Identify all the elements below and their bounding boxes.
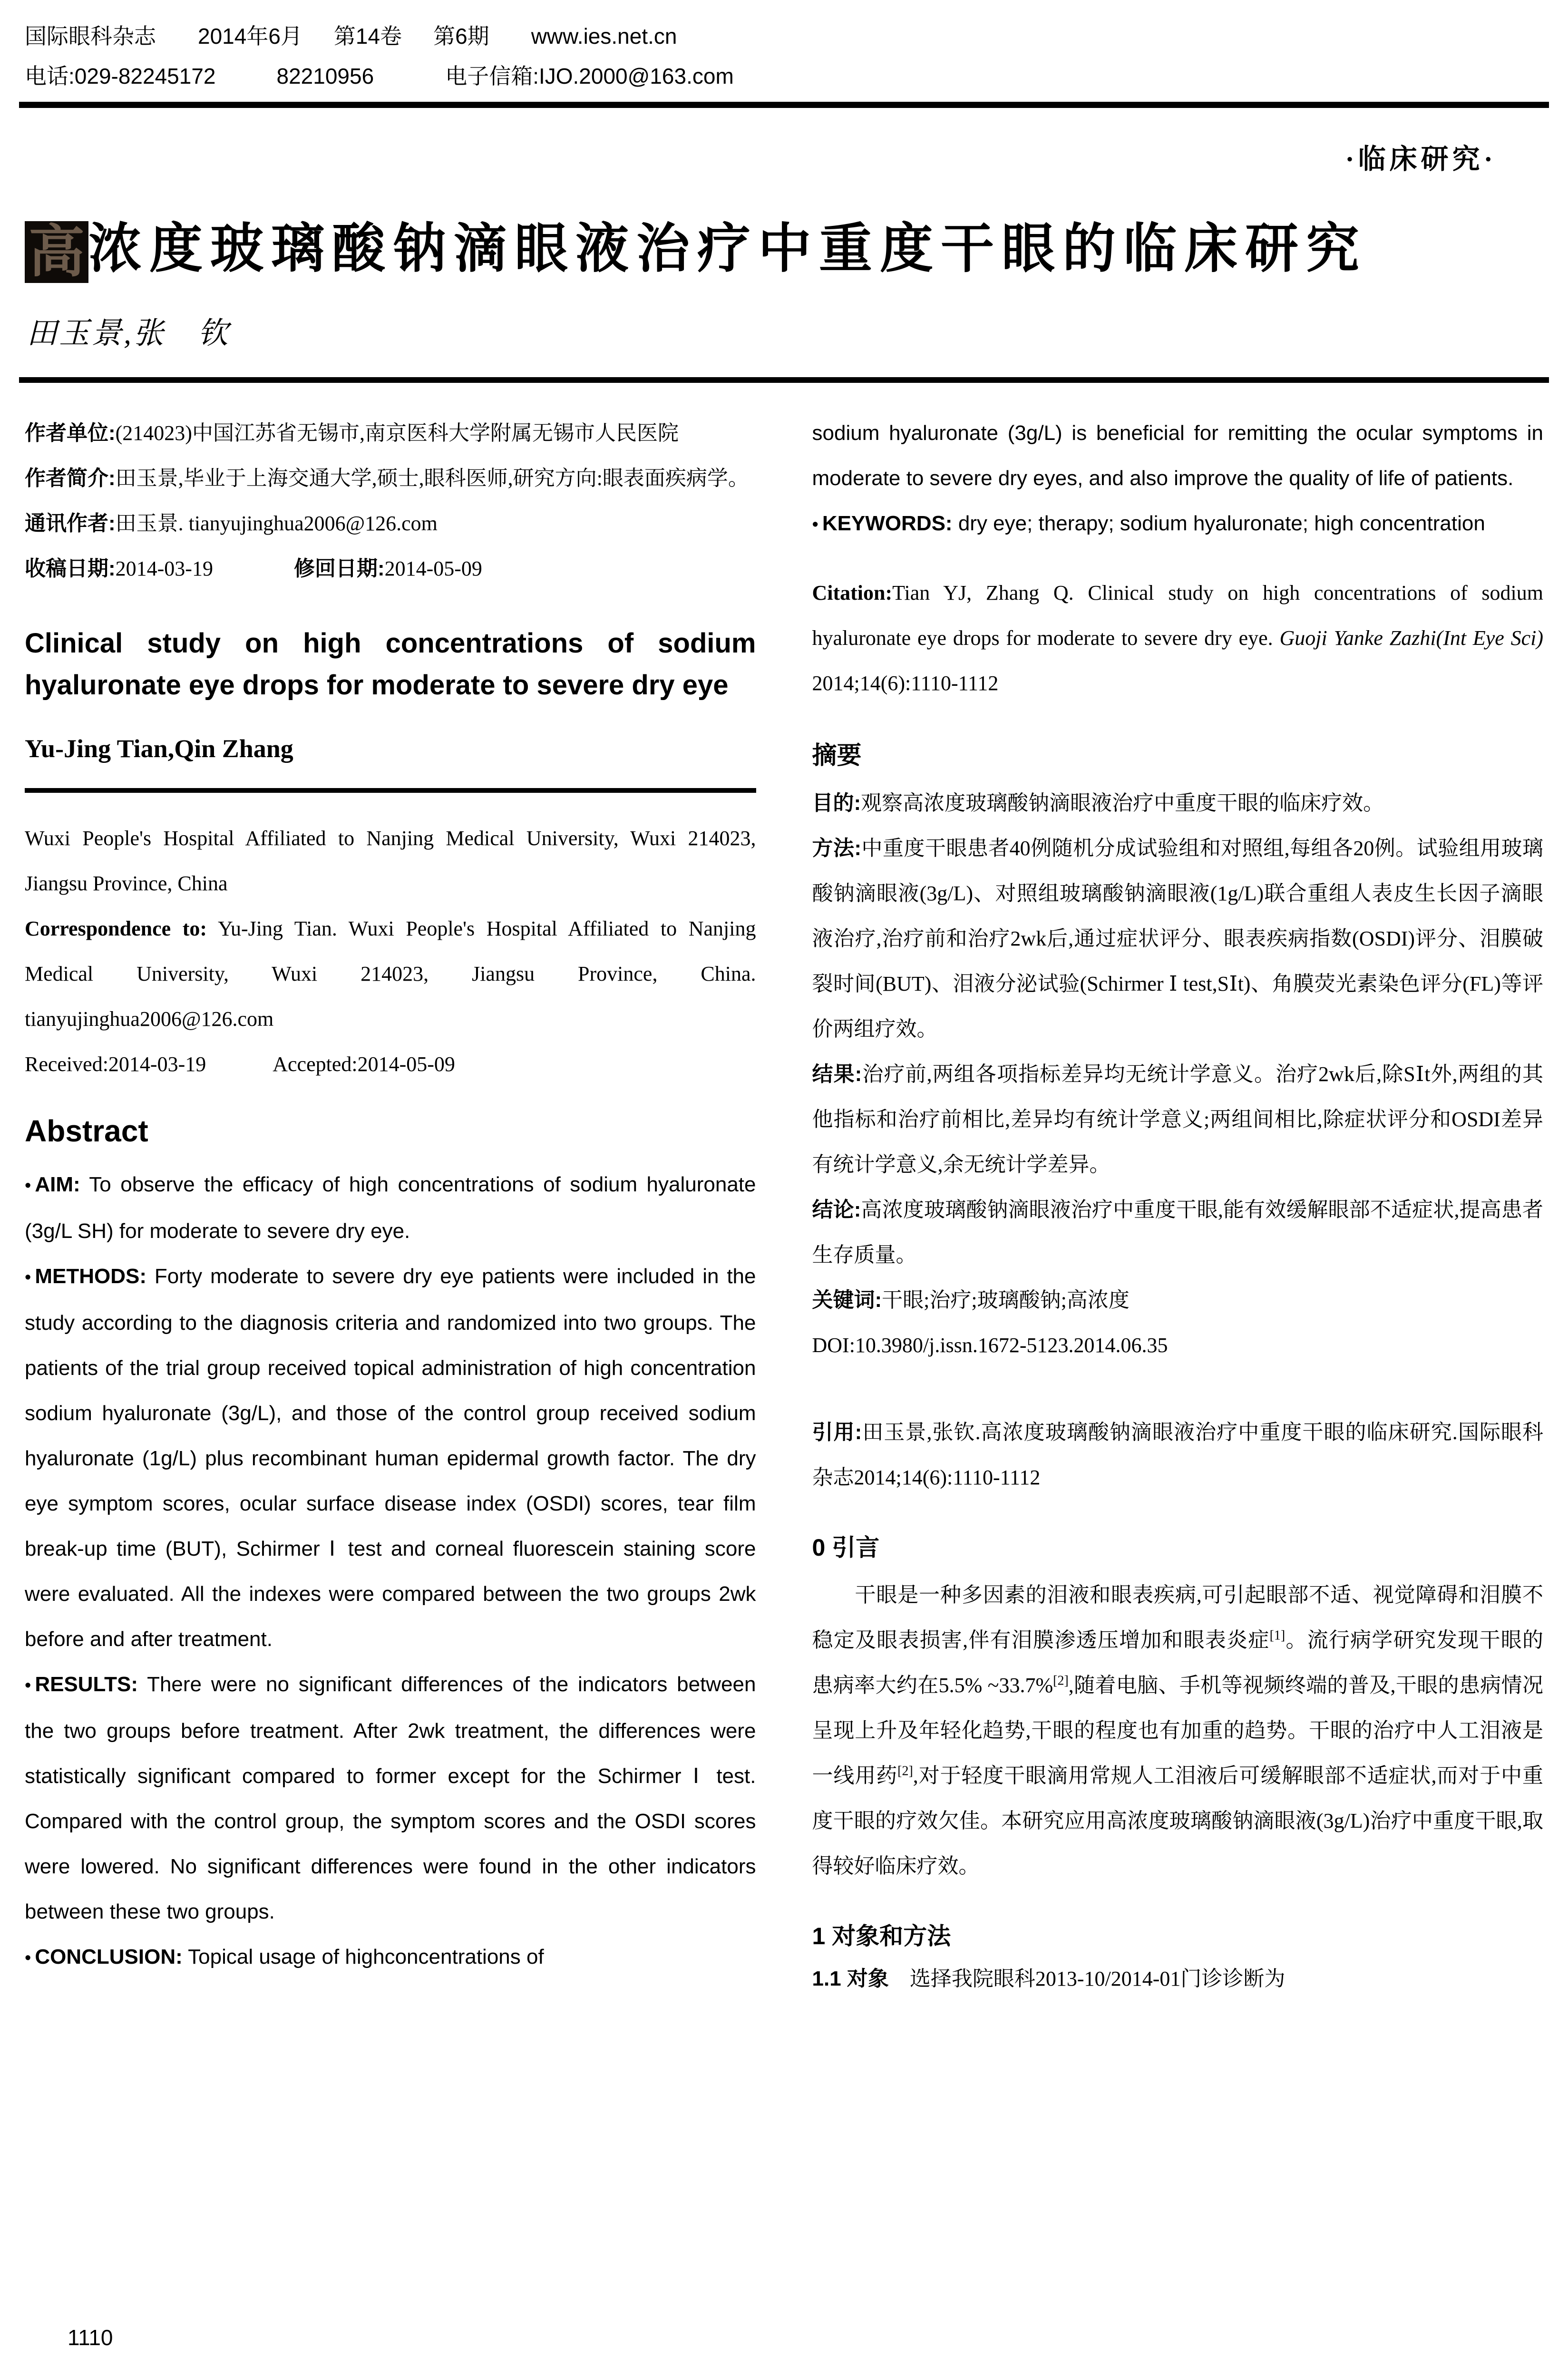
correspondence-label: Correspondence to: [25,917,207,940]
meta-label: 作者单位: [25,421,116,445]
masthead-line1 [25,16,1543,56]
author-bio-cn [25,456,756,501]
phone-number: 电话:029-82245172 [25,64,216,88]
intro-text: ,随着电脑、手机等视频终端的普及,干眼的患病情况呈现上升及年轻化趋势,干眼的程度也有加重的趋势。干眼的治疗中人工泪液是一线用药 [812,1674,1544,1787]
abstract-item-text: Topical usage of highconcentrations of [182,1945,544,1968]
page-number: 1110 [68,2325,113,2350]
journal-name: 国际眼科杂志 [25,24,156,49]
cn-abstract-keywords [812,1277,1544,1323]
issue-label: 第6期 [433,24,489,49]
meta-text: 田玉景,毕业于上海交通大学,硕士,眼科医师,研究方向:眼表面疾病学。 [115,467,749,490]
received-date-label: 收稿日期: [25,557,116,580]
intro-text: 。流行病学研究发现干眼的患病率大约在5.5% ~33.7% [812,1628,1544,1697]
abstract-aim [25,1162,756,1254]
bullet-icon: • [25,1676,31,1695]
author-affiliation-cn [25,410,756,456]
introduction-paragraph [812,1572,1544,1889]
citation-label: Citation: [812,581,893,604]
affiliation-english: Wuxi People's Hospital Affiliated to Nanjing Medical University, Wuxi 214023, Jiangsu Province, China [25,827,756,895]
abstract-item-text: Forty moderate to severe dry eye patients were included in the study according to the diagnosis criteria and randomized into two groups. The patients of the trial group received topical administration of high concentration sodium hyaluronate (3g/L), and those of the control group received sodium hyaluronate (1g/L) plus recombinant human epidermal growth factor. The dry eye symptom scores, ocular surface disease index (OSDI) scores, tear film break-up time (BUT), Schirmer Ⅰ test and corneal fluorescein staining score were evaluated. All the indexes were compared between the two groups 2wk before and after treatment. [25,1265,756,1651]
cn-abstract-label: 结论: [812,1198,861,1221]
volume-label: 第14卷 [333,24,402,49]
dates-cn [25,546,756,591]
meta-label: 通讯作者: [25,512,116,535]
accepted-label: Accepted: [273,1052,358,1076]
abstract-item-text: There were no significant differences of the indicators between the two groups before treatment. After 2wk treatment, the differences were statistically significant compared to former except for the Schirmer Ⅰ test. Compared with the control group, the symptom scores and the OSDI scores were lowered. No significant differences were found in the other indicators between these two groups. [25,1673,756,1923]
masthead-line2 [25,56,1543,96]
abstract-item-label: CONCLUSION: [35,1945,183,1968]
meta-text: 田玉景. tianyujinghua2006@126.com [115,512,438,535]
received-value: 2014-03-19 [108,1052,206,1076]
title-dropcap: 高 [25,221,88,283]
right-column [812,410,1544,2001]
abstract-results [25,1662,756,1934]
abstract-item-label: METHODS: [35,1265,146,1288]
authors-chinese: 田玉景,张 钦 [27,316,230,350]
cn-abstract-label: 结果: [812,1062,862,1086]
left-column [25,410,756,1981]
doi: DOI:10.3980/j.issn.1672-5123.2014.06.35 [812,1334,1168,1357]
meta-label: 作者简介: [25,467,116,490]
subsection-label: 1.1 对象 [812,1967,889,1990]
two-column-body [0,383,1568,2001]
bullet-icon: • [25,1948,31,1968]
reference-marker: [2] [1053,1673,1069,1688]
subsection-text: 选择我院眼科2013-10/2014-01门诊诊断为 [888,1967,1286,1990]
masthead [0,0,1568,96]
abstract-keywords [812,501,1544,547]
cn-abstract-text: 观察高浓度玻璃酸钠滴眼液治疗中重度干眼的临床疗效。 [861,791,1384,815]
reference-marker: [1] [1269,1628,1286,1643]
section-heading-methods: 1 对象和方法 [812,1923,951,1949]
received-date: 2014-03-19 [115,557,213,580]
abstract-item-label: RESULTS: [35,1673,138,1696]
article-title-row [25,217,1543,283]
revised-date-label: 修回日期: [293,557,385,580]
keywords-label: KEYWORDS: [822,512,953,535]
section-heading-introduction: 0 引言 [812,1534,880,1561]
article-title-english: Clinical study on high concentrations of sodium hyaluronate eye drops for moderate to severe dry eye [25,628,756,701]
citation-chinese [812,1410,1544,1500]
email-address: 电子信箱:IJO.2000@163.com [445,64,734,88]
cn-citation-label: 引用: [812,1421,862,1444]
cn-citation-text: 田玉景,张钦.高浓度玻璃酸钠滴眼液治疗中重度干眼的临床研究.国际眼科杂志2014;14(6):1110-1112 [812,1421,1544,1489]
abstract-heading: Abstract [25,1114,148,1148]
chinese-abstract-heading: 摘要 [812,742,862,770]
journal-website: www.ies.net.cn [531,24,677,49]
revised-date: 2014-05-09 [384,557,482,580]
cn-abstract-text: 高浓度玻璃酸钠滴眼液治疗中重度干眼,能有效缓解眼部不适症状,提高患者生存质量。 [812,1198,1543,1266]
abstract-item-label: AIM: [35,1173,80,1196]
received-label: Received: [25,1052,108,1076]
citation-english [812,570,1544,706]
corresponding-author-cn [25,501,756,546]
intro-text: ,对于轻度干眼滴用常规人工泪液后可缓解眼部不适症状,而对于中重度干眼的疗效欠佳。本研究应用高浓度玻璃酸钠滴眼液(3g/L)治疗中重度干眼,取得较好临床疗效。 [812,1764,1544,1878]
cn-abstract-conclusion [812,1187,1544,1277]
keywords-text: dry eye; therapy; sodium hyaluronate; high concentration [952,512,1485,535]
correspondence-english [25,906,756,1042]
meta-text: (214023)中国江苏省无锡市,南京医科大学附属无锡市人民医院 [115,421,679,445]
article-title: 浓度玻璃酸钠滴眼液治疗中重度干眼的临床研究 [88,220,1367,279]
intro-text: 干眼是一种多因素的泪液和眼表疾病,可引起眼部不适、视觉障碍和泪膜不稳定及眼表损害,伴有泪膜渗透压增加和眼表炎症 [812,1583,1543,1652]
cn-abstract-text: 治疗前,两组各项指标差异均无统计学意义。治疗2wk后,除SⅠt外,两组的其他指标和治疗前相比,差异均有统计学意义;两组间相比,除症状评分和OSDI差异有统计学意义,余无统计学差异。 [812,1062,1544,1176]
section-tag: ·临床研究· [1345,144,1497,175]
received-accepted-english [25,1042,756,1087]
issue-date: 2014年6月 [198,24,302,49]
abstract-methods [25,1254,756,1662]
reference-marker: [2] [897,1763,913,1779]
cn-abstract-label: 方法: [812,837,862,860]
citation-pages: 2014;14(6):1110-1112 [812,672,999,695]
bullet-icon: • [25,1267,31,1287]
accepted-value: 2014-05-09 [357,1052,455,1076]
correspondence-text: Yu-Jing Tian. Wuxi People's Hospital Affiliated to Nanjing Medical University, Wuxi 214023, Jiangsu Province, China. tianyujinghua2006@126.com [25,917,756,1031]
cn-abstract-label: 目的: [812,791,861,815]
cn-abstract-label: 关键词: [812,1288,882,1312]
abstract-item-text: To observe the efficacy of high concentrations of sodium hyaluronate (3g/L SH) for moderate to severe dry eye. [25,1173,756,1243]
phone-number-2: 82210956 [276,64,374,88]
cn-abstract-text: 干眼;治疗;玻璃酸钠;高浓度 [882,1288,1130,1312]
citation-journal-name: Guoji Yanke Zazhi(Int Eye Sci) [1279,626,1544,650]
cn-abstract-aim [812,780,1544,826]
cn-abstract-methods [812,826,1544,1052]
citation-text: Tian YJ, Zhang Q. Clinical study on high concentrations of sodium hyaluronate eye drops for moderate to severe dry eye. [812,581,1543,650]
subjects-paragraph [812,1956,1544,2001]
bullet-icon: • [25,1176,31,1196]
abstract-conclusion-continuation: sodium hyaluronate (3g/L) is beneficial for remitting the ocular symptoms in moderate to severe dry eyes, and also improve the quality of life of patients. [812,421,1543,490]
cn-abstract-text: 中重度干眼患者40例随机分成试验组和对照组,每组各20例。试验组用玻璃酸钠滴眼液(3g/L)、对照组玻璃酸钠滴眼液(1g/L)联合重组人表皮生长因子滴眼液治疗,治疗前和治疗2wk后,通过症状评分、眼表疾病指数(OSDI)评分、泪膜破裂时间(BUT)、泪液分泌试验(Schirmer Ⅰ test,SⅠt)、角膜荧光素染色评分(FL)等评价两组疗效。 [812,837,1543,1041]
masthead-divider [19,102,1549,108]
bullet-icon: • [812,515,818,535]
column-divider [25,788,756,793]
cn-abstract-results [812,1052,1544,1187]
authors-english: Yu-Jing Tian,Qin Zhang [25,734,293,763]
abstract-conclusion [25,1934,756,1981]
title-divider [19,377,1549,383]
